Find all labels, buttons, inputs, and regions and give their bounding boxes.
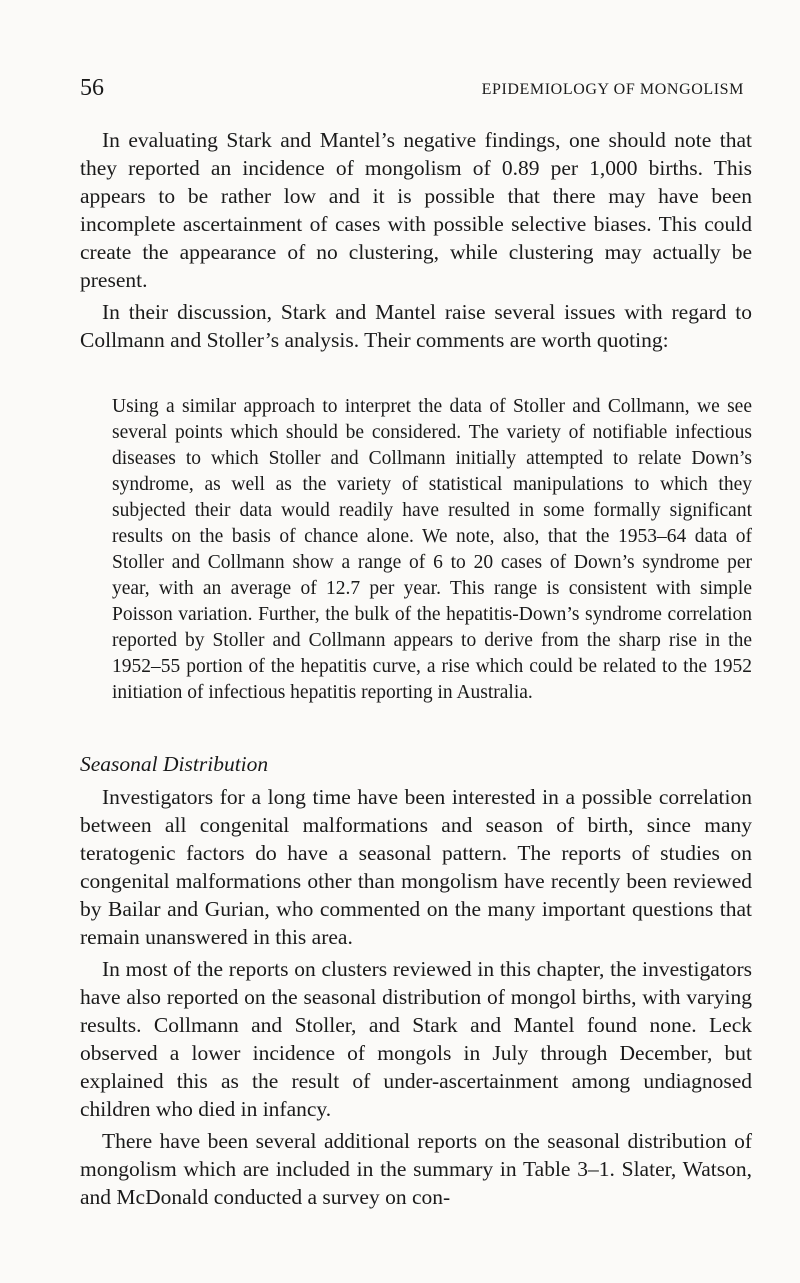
- paragraph: Investigators for a long time have been interested in a possible correlation between all congenital malformations and season of birth, since many teratogenic factors do have a seasonal pattern. The reports of studies on congenital malformations other than mongolism have recently been reviewed by Bailar and Gurian, who commented on the many important questions that remain unanswered in this area.: [80, 785, 752, 949]
- section-heading: Seasonal Distribution: [80, 752, 269, 776]
- paragraph: In evaluating Stark and Mantel’s negative findings, one should note that they reported an incidence of mongolism of 0.89 per 1,000 births. This appears to be rather low and it is possible that there may have been incomplete ascertainment of cases with possible selective biases. This could create the appearance of no clustering, while clustering may actually be present.: [80, 128, 752, 292]
- body-text-upper: [80, 126, 752, 354]
- body-text-lower: [80, 783, 752, 1211]
- block-quote: Using a similar approach to interpret the data of Stoller and Collmann, we see several points which should be considered. The variety of notifiable infectious diseases to which Stoller and Collmann initially attempted to relate Down’s syndrome, as well as the variety of statistical manipulations to which they subjected their data would readily have resulted in some formally significant results on the basis of chance alone. We note, also, that the 1953–64 data of Stoller and Collmann show a range of 6 to 20 cases of Down’s syndrome per year, with an average of 12.7 per year. This range is consistent with simple Poisson variation. Further, the bulk of the hepatitis-Down’s syndrome correlation reported by Stoller and Collmann appears to derive from the sharp rise in the 1952–55 portion of the hepatitis curve, a rise which could be related to the 1952 initiation of infectious hepatitis reporting in Australia.: [112, 396, 752, 703]
- page-number: 56: [80, 75, 104, 101]
- paragraph: There have been several additional reports on the seasonal distribution of mongolism which are included in the summary in Table 3–1. Slater, Watson, and McDonald conducted a survey on con-: [80, 1129, 752, 1209]
- paragraph: In their discussion, Stark and Mantel raise several issues with regard to Collmann and Stoller’s analysis. Their comments are worth quoting:: [80, 300, 752, 352]
- paragraph: In most of the reports on clusters reviewed in this chapter, the investigators have also reported on the seasonal distribution of mongol births, with varying results. Collmann and Stoller, and Stark and Mantel found none. Leck observed a lower incidence of mongols in July through December, but explained this as the result of under-ascertainment among undiagnosed children who died in infancy.: [80, 957, 752, 1121]
- running-head: EPIDEMIOLOGY OF MONGOLISM: [481, 81, 744, 98]
